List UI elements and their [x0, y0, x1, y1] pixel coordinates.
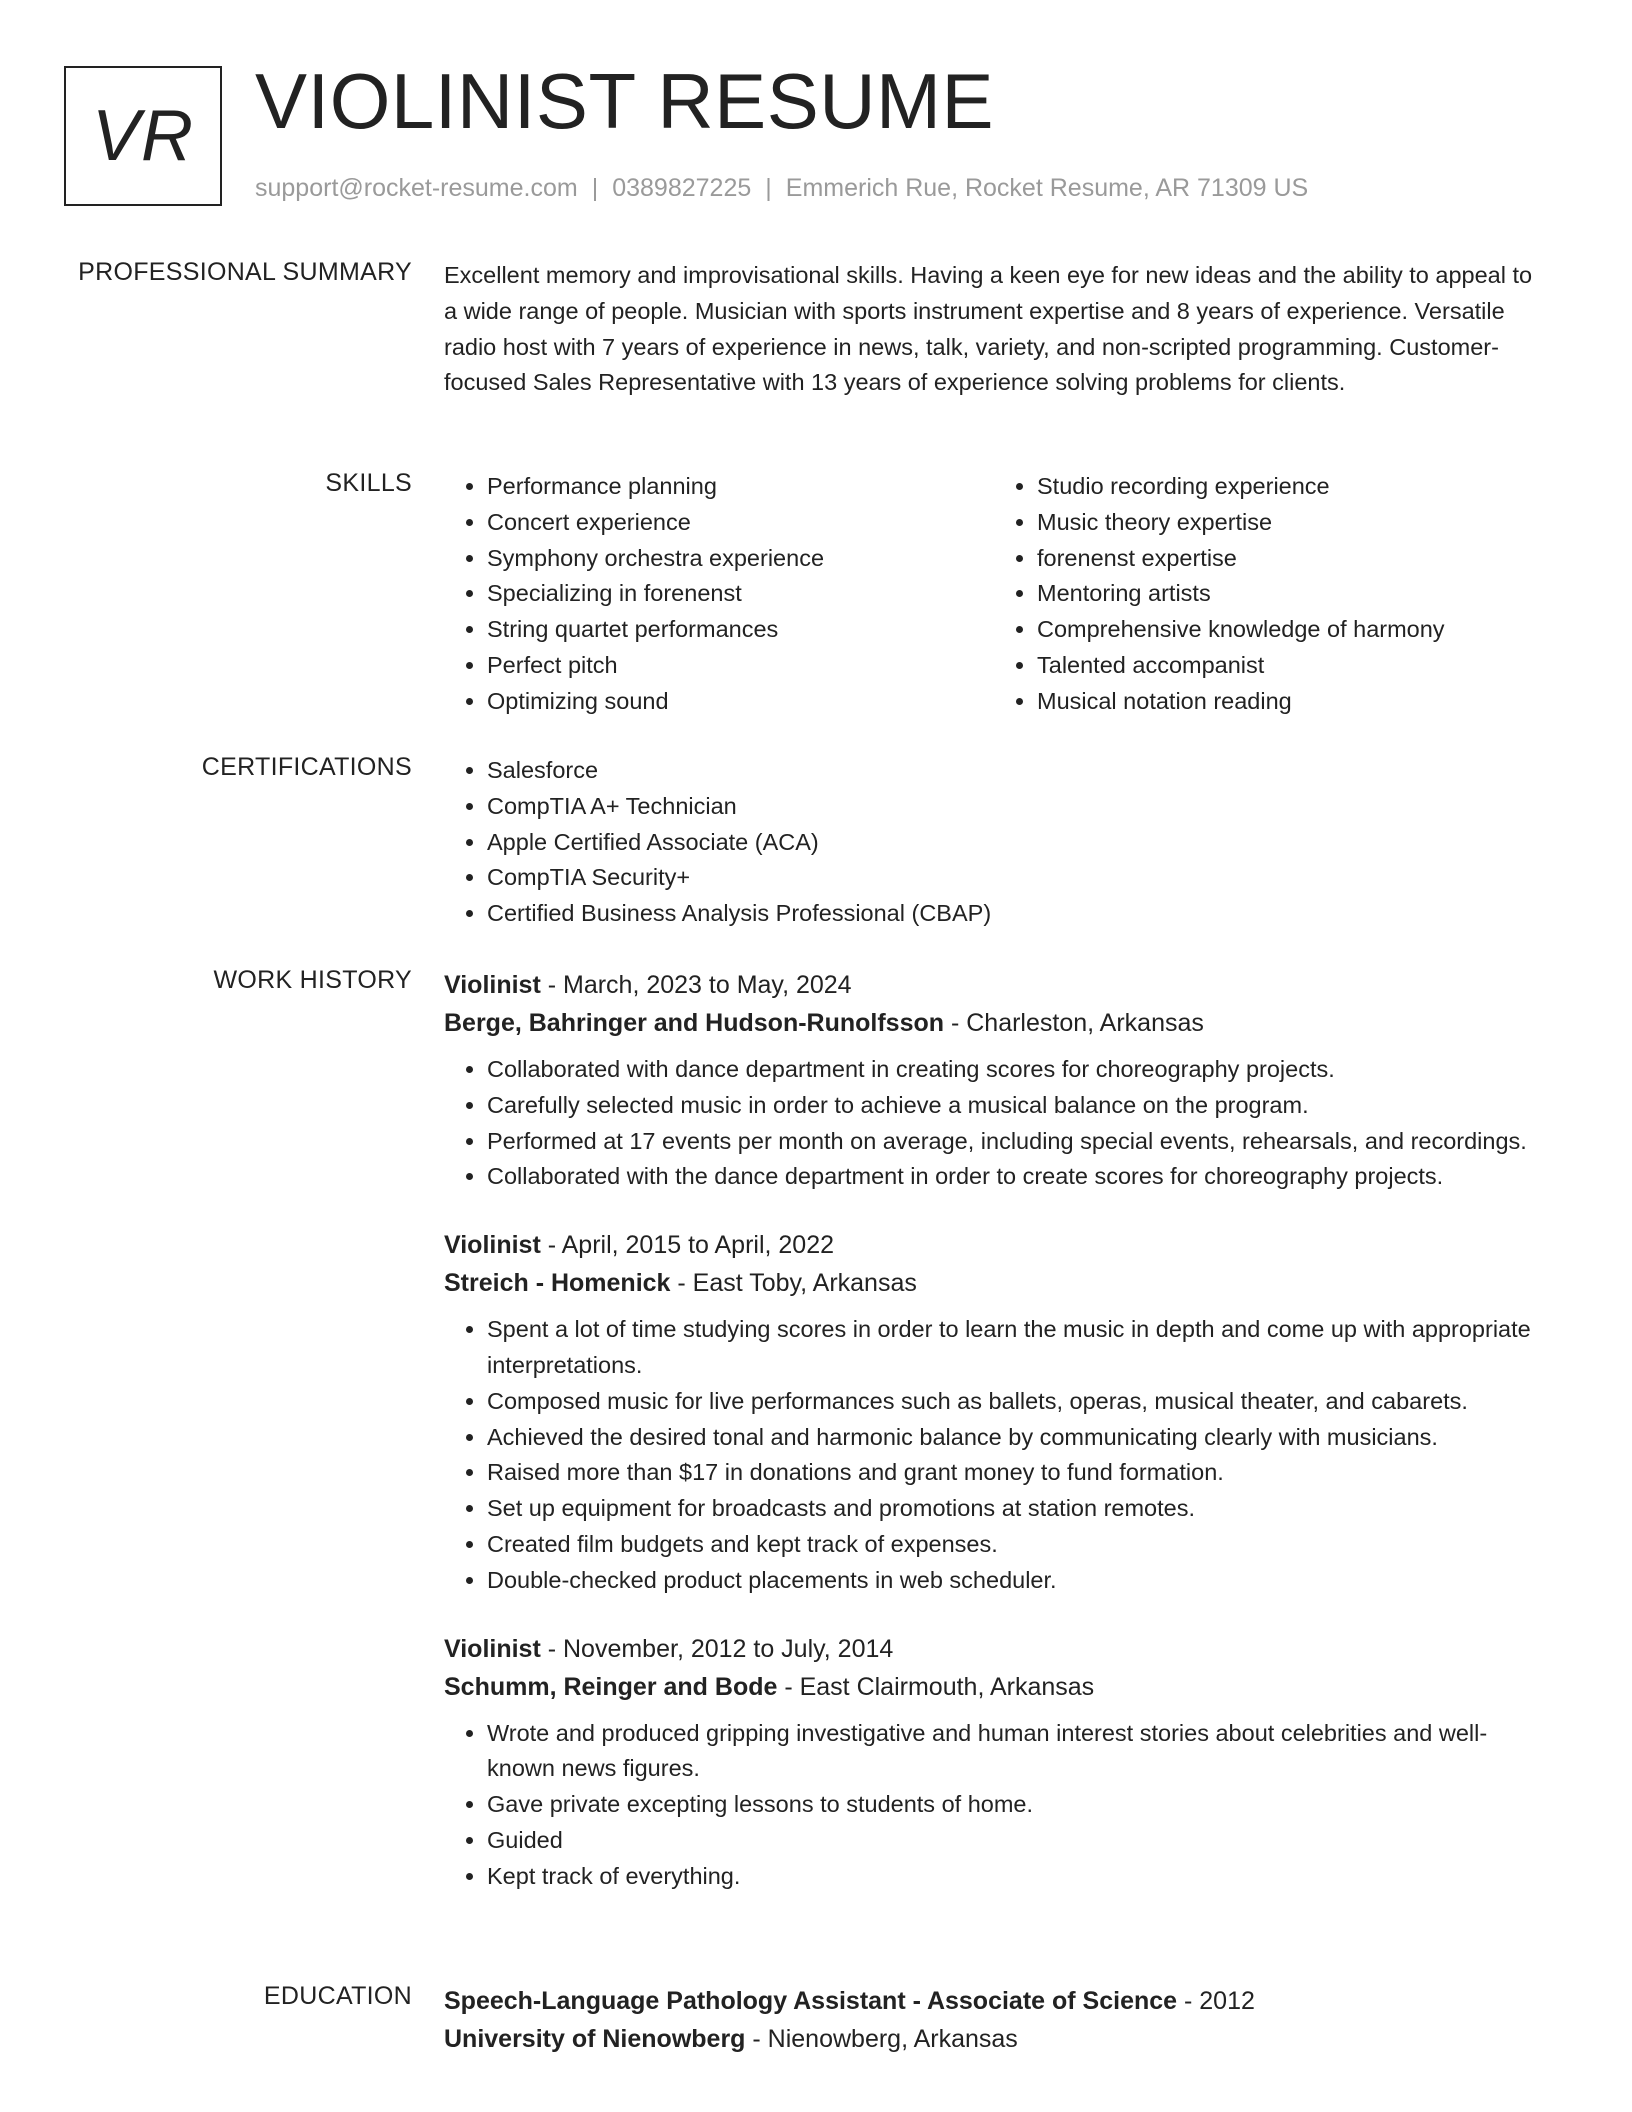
education-year: - 2012 — [1177, 1987, 1255, 2015]
certification-item: • CompTIA A+ Technician — [487, 789, 1544, 825]
certification-item: • Certified Business Analysis Professional (CBAP) — [487, 896, 1544, 932]
job-title: Violinist — [444, 971, 541, 999]
skill-item: • forenenst expertise — [1037, 541, 1544, 577]
skill-item: • Musical notation reading — [1037, 684, 1544, 720]
job-duty-item: • Performed at 17 events per month on average, including special events, rehearsals, and recordings. — [487, 1124, 1544, 1160]
job-duty-item: • Spent a lot of time studying scores in order to learn the music in depth and come up with appropriate interpretations. — [487, 1312, 1544, 1384]
job-duty-item: • Created film budgets and kept track of expenses. — [487, 1527, 1544, 1563]
job-location: - Charleston, Arkansas — [944, 1009, 1204, 1037]
job-company-line — [444, 1668, 1544, 1706]
education-degree-line — [444, 1982, 1544, 2020]
education-school-line — [444, 2020, 1544, 2058]
job-duty-item: • Carefully selected music in order to achieve a musical balance on the program. — [487, 1088, 1544, 1124]
job-duty-item: • Collaborated with the dance department in order to create scores for choreography projects. — [487, 1159, 1544, 1195]
skill-item: • Talented accompanist — [1037, 648, 1544, 684]
job-location: - East Toby, Arkansas — [670, 1269, 917, 1298]
job-duty-item: • Composed music for live performances such as ballets, operas, musical theater, and cabarets. — [487, 1384, 1544, 1420]
job-duty-item: • Set up equipment for broadcasts and promotions at station remotes. — [487, 1491, 1544, 1527]
contact-separator: | — [591, 174, 599, 202]
skills-list-right — [994, 469, 1544, 720]
job-title-line — [444, 1226, 1544, 1264]
certification-item: • CompTIA Security+ — [487, 860, 1544, 896]
job-duty-item: • Gave private excepting lessons to students of home. — [487, 1787, 1544, 1823]
contact-separator: | — [765, 174, 772, 202]
job-company: Streich - Homenick — [444, 1269, 671, 1298]
job-duty-item: • Raised more than $17 in donations and grant money to fund formation. — [487, 1455, 1544, 1491]
skill-item: • Studio recording experience — [1037, 469, 1544, 505]
job-duty-item: • Wrote and produced gripping investigative and human interest stories about celebrities and well-known news figures. — [487, 1716, 1544, 1788]
skill-item: • Performance planning — [487, 469, 994, 505]
job-location: - East Clairmouth, Arkansas — [777, 1672, 1095, 1701]
monogram-logo: VR — [64, 66, 222, 206]
skill-item: • Mentoring artists — [1037, 576, 1544, 612]
certifications-heading: CERTIFICATIONS — [201, 753, 412, 781]
job-company: Schumm, Reinger and Bode — [444, 1672, 778, 1701]
contact-address: Emmerich Rue, Rocket Resume, AR 71309 US — [785, 174, 1309, 202]
job-duty-item: • Achieved the desired tonal and harmonic balance by communicating clearly with musicians. — [487, 1420, 1544, 1456]
job-duty-item: • Guided — [487, 1823, 1544, 1859]
skills-heading: SKILLS — [325, 469, 412, 497]
job-duties — [444, 1312, 1544, 1598]
job-company-line — [444, 1004, 1544, 1042]
skill-item: • Symphony orchestra experience — [487, 541, 994, 577]
summary-heading: PROFESSIONAL SUMMARY — [78, 258, 412, 286]
certification-item: • Apple Certified Associate (ACA) — [487, 825, 1544, 861]
education-heading: EDUCATION — [263, 1982, 412, 2010]
skill-item: • Music theory expertise — [1037, 505, 1544, 541]
job-duty-item: • Collaborated with dance department in creating scores for choreography projects. — [487, 1052, 1544, 1088]
contact-email: support@rocket-resume.com — [255, 174, 578, 202]
education-location: - Nienowberg, Arkansas — [745, 2025, 1018, 2053]
job-duty-item: • Double-checked product placements in web scheduler. — [487, 1563, 1544, 1599]
skills-list-left — [444, 469, 994, 720]
job-entry — [444, 1630, 1544, 1895]
job-entry — [444, 966, 1544, 1195]
job-duty-item: • Kept track of everything. — [487, 1859, 1544, 1895]
contact-line — [255, 174, 1308, 203]
job-company-line — [444, 1264, 1544, 1302]
skill-item: • Optimizing sound — [487, 684, 994, 720]
certifications-list — [444, 753, 1544, 932]
job-dates: - November, 2012 to July, 2014 — [540, 1634, 894, 1663]
summary-text: Excellent memory and improvisational skills. Having a keen eye for new ideas and the ability to appeal to a wide range of people. Musician with sports instrument expertise and 8 years of experience. Versatile radio host with 7 years of experience in news, talk, variety, and non-scripted programming. Customer-focused Sales Representative with 13 years of experience solving problems for clients. — [444, 262, 1533, 396]
work-history-heading: WORK HISTORY — [213, 966, 412, 994]
job-title: Violinist — [444, 1634, 541, 1663]
skill-item: • Comprehensive knowledge of harmony — [1037, 612, 1544, 648]
skill-item: • Concert experience — [487, 505, 994, 541]
job-dates: - April, 2015 to April, 2022 — [540, 1231, 835, 1260]
job-dates: - March, 2023 to May, 2024 — [540, 971, 852, 999]
job-duties — [444, 1052, 1544, 1195]
resume-title: VIOLINIST RESUME — [255, 57, 995, 145]
job-title-line — [444, 966, 1544, 1004]
education-school: University of Nienowberg — [444, 2025, 746, 2053]
contact-phone: 0389827225 — [612, 174, 752, 202]
job-title-line — [444, 1630, 1544, 1668]
job-entry — [444, 1226, 1544, 1598]
job-title: Violinist — [444, 1231, 541, 1260]
job-company: Berge, Bahringer and Hudson-Runolfsson — [444, 1009, 945, 1037]
skill-item: • String quartet performances — [487, 612, 994, 648]
certification-item: • Salesforce — [487, 753, 1544, 789]
skill-item: • Specializing in forenenst — [487, 576, 994, 612]
skill-item: • Perfect pitch — [487, 648, 994, 684]
education-degree: Speech-Language Pathology Assistant - Associate of Science — [444, 1987, 1178, 2015]
job-duties — [444, 1716, 1544, 1895]
